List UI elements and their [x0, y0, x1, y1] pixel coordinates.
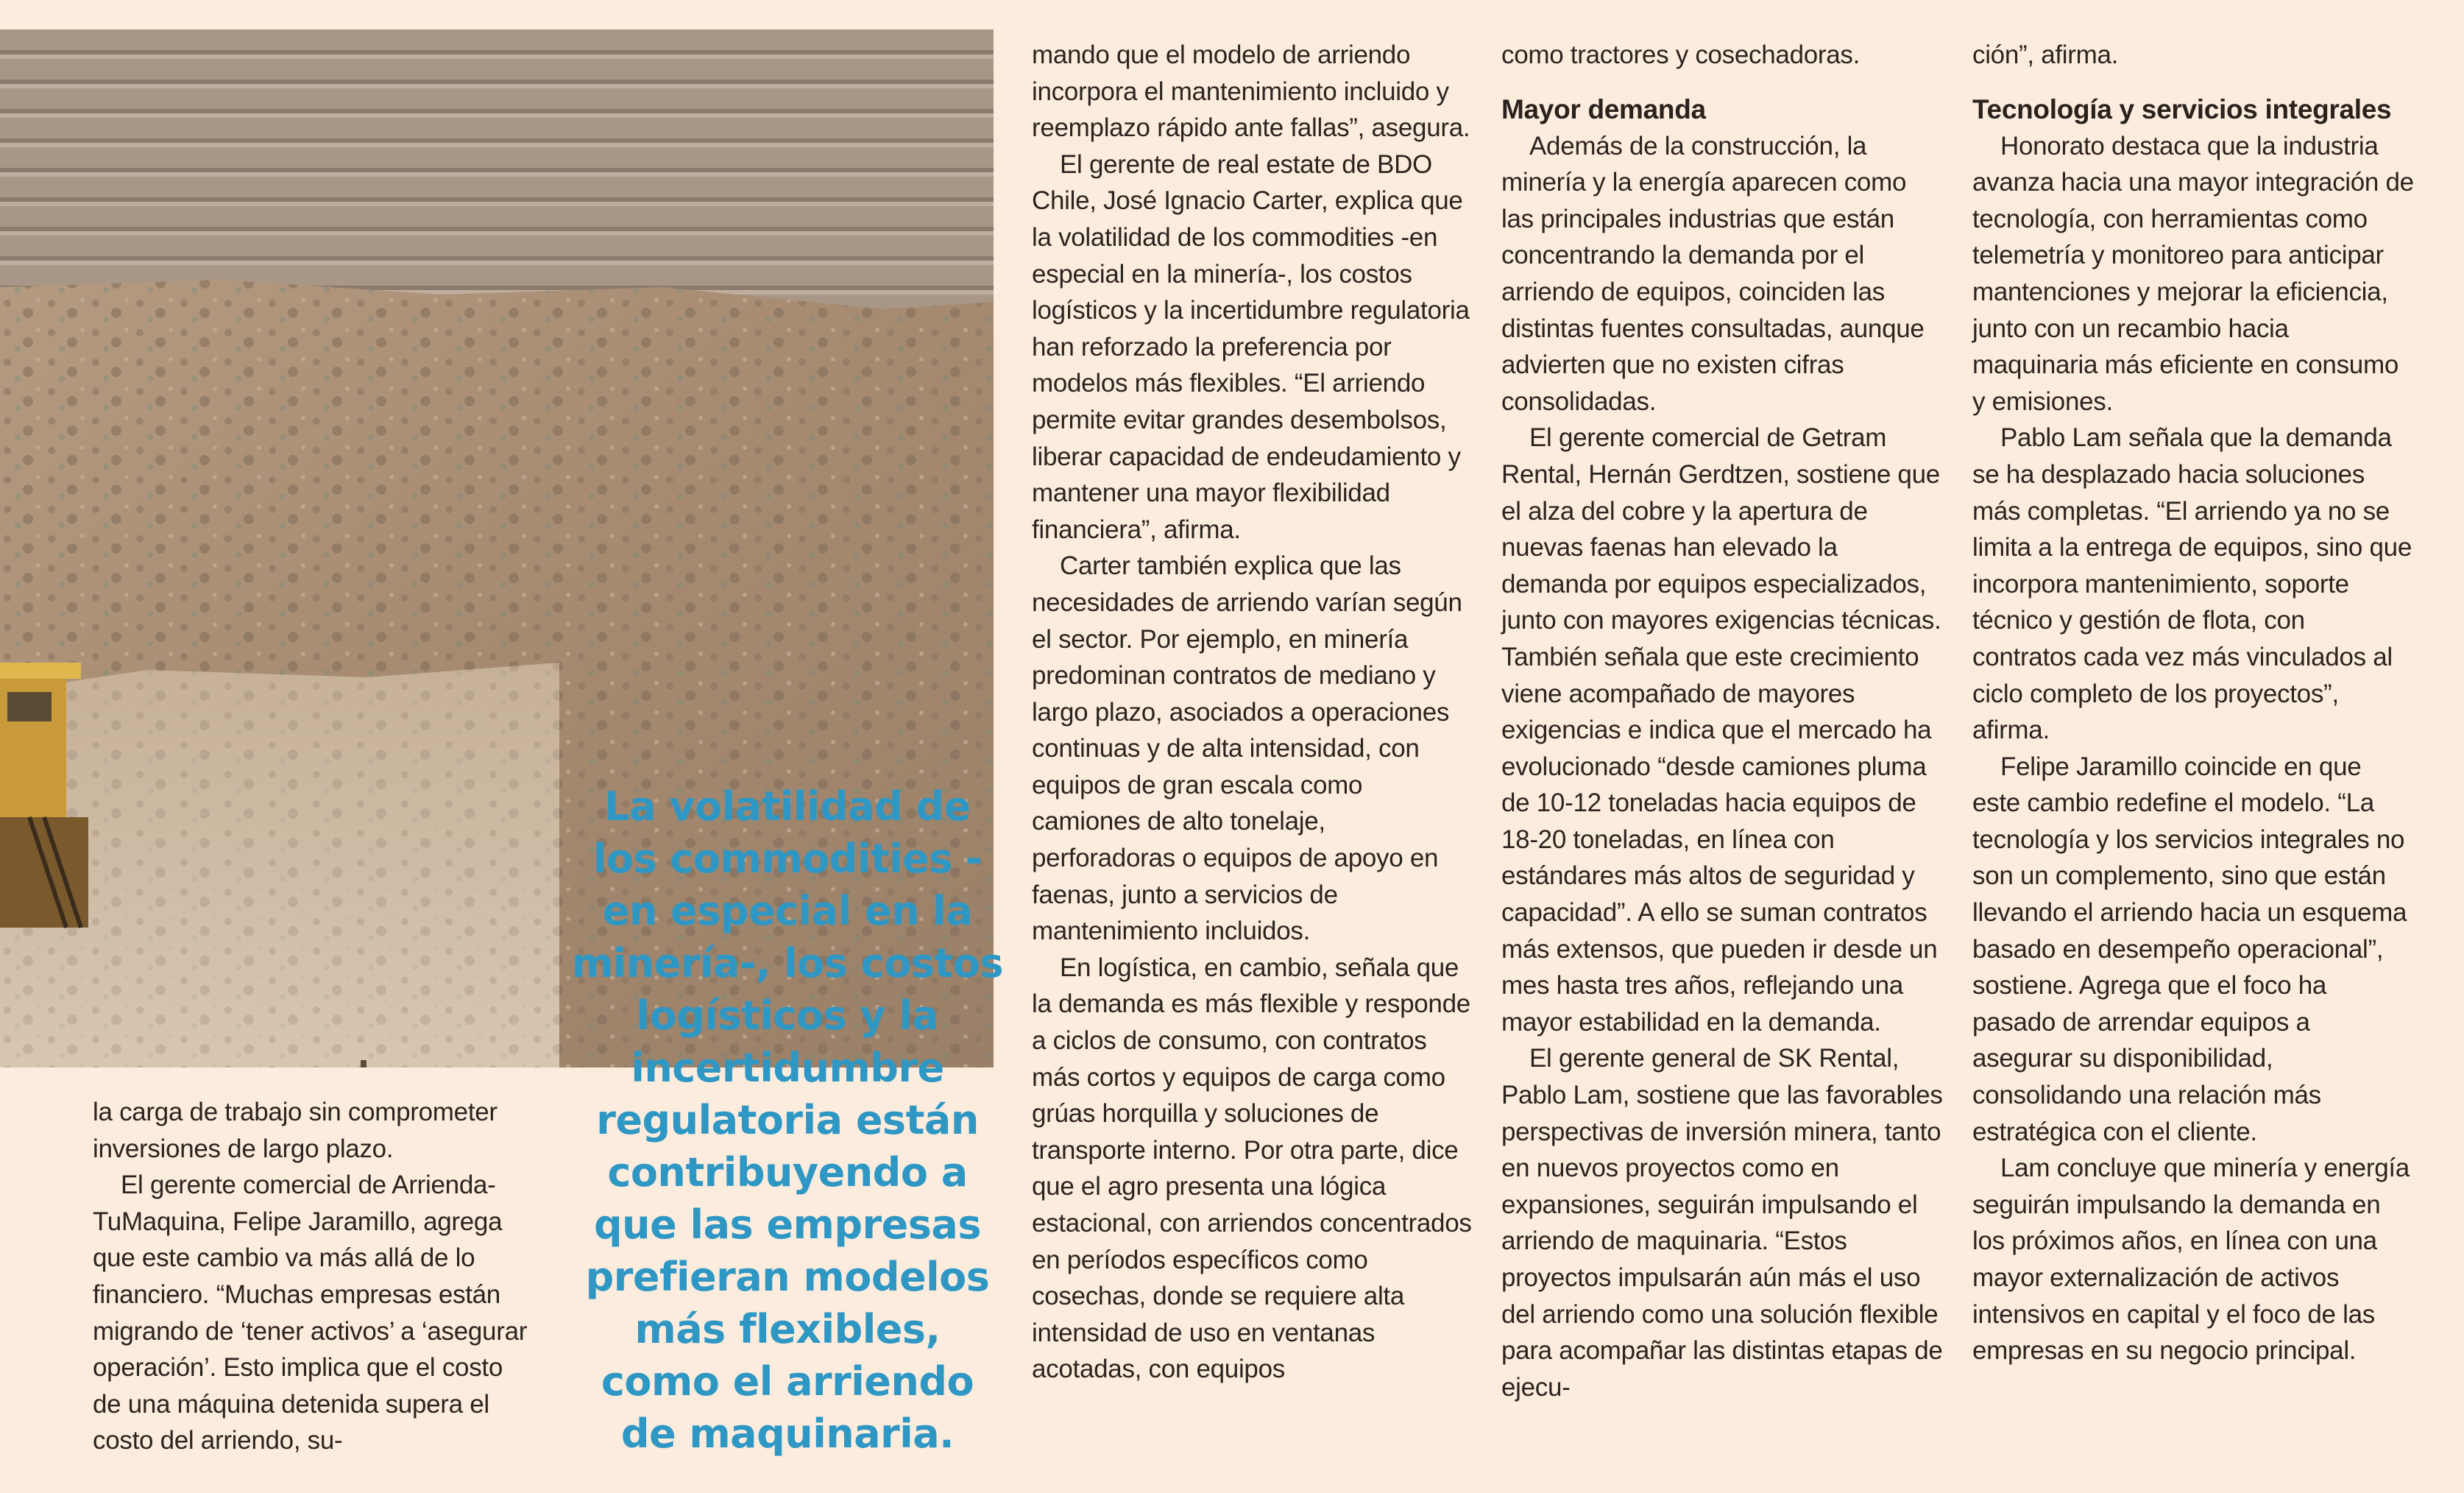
- paragraph: Carter también explica que las necesidades de arriendo varían según el sector. Por ejemplo, en minería predominan contratos de mediano y largo plazo, asociados a operaciones continuas y de alta intensidad, con equipos de gran escala como camiones de alto tonelaje, perforadoras o equipos de apoyo en faenas, junto a servicios de mantenimiento incluidos.: [1032, 551, 1462, 946]
- paragraph: Felipe Jaramillo coincide en que este cambio redefine el modelo. “La tecnología y los servicios integrales no son un complemento, sino que están llevando el arriendo hacia un esquema basado en desempeño operacional”, sostiene. Agrega que el foco ha pasado de arrendar equipos a asegurar su disponibilidad, consolidando una relación más estratégica con el cliente.: [1972, 752, 2407, 1146]
- paragraph: ción”, afirma.: [1972, 40, 2119, 69]
- section-heading: Mayor demanda: [1501, 93, 1706, 124]
- paragraph: El gerente de real estate de BDO Chile, José Ignacio Carter, explica que la volatilidad de los commodities -en especial en la minería-, los costos logísticos y la incertidumbre regulatoria han reforzado la preferencia por modelos más flexibles. “El arriendo permite evitar grandes desembolsos, liberar capacidad de endeudamiento y mantener una mayor flexibilidad financiera”, afirma.: [1032, 149, 1470, 544]
- column-4: [1972, 37, 2414, 1369]
- paragraph: Pablo Lam señala que la demanda se ha desplazado hacia soluciones más completas. “El arriendo ya no se limita a la entrega de equipos, sino que incorpora mantenimiento, soporte técnico y gestión de flota, con contratos cada vez más vinculados al ciclo completo de los proyectos”, afirma.: [1972, 423, 2412, 745]
- paragraph: Honorato destaca que la industria avanza hacia una mayor integración de tecnología, con herramientas como telemetría y monitoreo para anticipar mantenciones y mejorar la eficiencia, junto con un recambio hacia maquinaria más eficiente en consumo y emisiones.: [1972, 131, 2414, 416]
- paragraph: mando que el modelo de arriendo incorpora el mantenimiento incluido y reemplazo rápido ante fallas”, asegura.: [1032, 40, 1470, 143]
- column-1: [93, 1094, 534, 1459]
- column-2: [1032, 37, 1473, 1388]
- paragraph: como tractores y cosechadoras.: [1501, 40, 1861, 69]
- paragraph: la carga de trabajo sin comprometer inversiones de largo plazo.: [93, 1098, 498, 1163]
- pull-quote: La volatilidad de los commodities -en especial en la minería-, los costos logísticos y la incertidumbre regulatoria están contribuyendo a que las empresas prefieran modelos más flexibles, como el arriendo de maquinaria.: [571, 783, 1003, 1457]
- paragraph: Lam concluye que minería y energía seguirán impulsando la demanda en los próximos años, en línea con una mayor externalización de activos intensivos en capital y el foco de las empresas en su negocio principal.: [1972, 1154, 2410, 1366]
- paragraph: El gerente general de SK Rental, Pablo Lam, sostiene que las favorables perspectivas de inversión minera, tanto en nuevos proyectos como en expansiones, seguirán impulsando el arriendo de maquinaria. “Estos proyectos impulsarán aún más el uso del arriendo como una solución flexible para acompañar las distintas etapas de ejecu-: [1501, 1044, 1943, 1402]
- section-heading: Tecnología y servicios integrales: [1972, 93, 2392, 124]
- paragraph: En logística, en cambio, señala que la demanda es más flexible y responde a ciclos de consumo, con contratos más cortos y equipos de carga como grúas horquilla y soluciones de transporte interno. Por otra parte, dice que el agro presenta una lógica estacional, con arriendos concentrados en períodos específicos como cosechas, donde se requiere alta intensidad de uso en ventanas acotadas, con equipos: [1032, 953, 1472, 1384]
- paragraph: El gerente comercial de Arrienda-TuMaquina, Felipe Jaramillo, agrega que este cambio va más allá de lo financiero. “Muchas empresas están migrando de ‘tener activos’ a ‘asegurar operación’. Esto implica que el costo de una máquina detenida supera el costo del arriendo, su-: [93, 1171, 528, 1455]
- column-3: [1501, 37, 1943, 1405]
- paragraph: Además de la construcción, la minería y la energía aparecen como las principales industrias que están concentrando la demanda por el arriendo de equipos, coinciden las distintas fuentes consultadas, aunque advierten que no existen cifras consolidadas.: [1501, 131, 1925, 416]
- paragraph: El gerente comercial de Getram Rental, Hernán Gerdtzen, sostiene que el alza del cobre y la apertura de nuevas faenas han elevado la demanda por equipos especializados, junto con mayores exigencias técnicas. También señala que este crecimiento viene acompañado de mayores exigencias e indica que el mercado ha evolucionado “desde camiones pluma de 10-12 toneladas hacia equipos de 18-20 toneladas, en línea con estándares más altos de seguridad y capacidad”. A ello se suman contratos más extensos, que pueden ir desde un mes hasta tres años, reflejando una mayor estabilidad en la demanda.: [1501, 423, 1941, 1037]
